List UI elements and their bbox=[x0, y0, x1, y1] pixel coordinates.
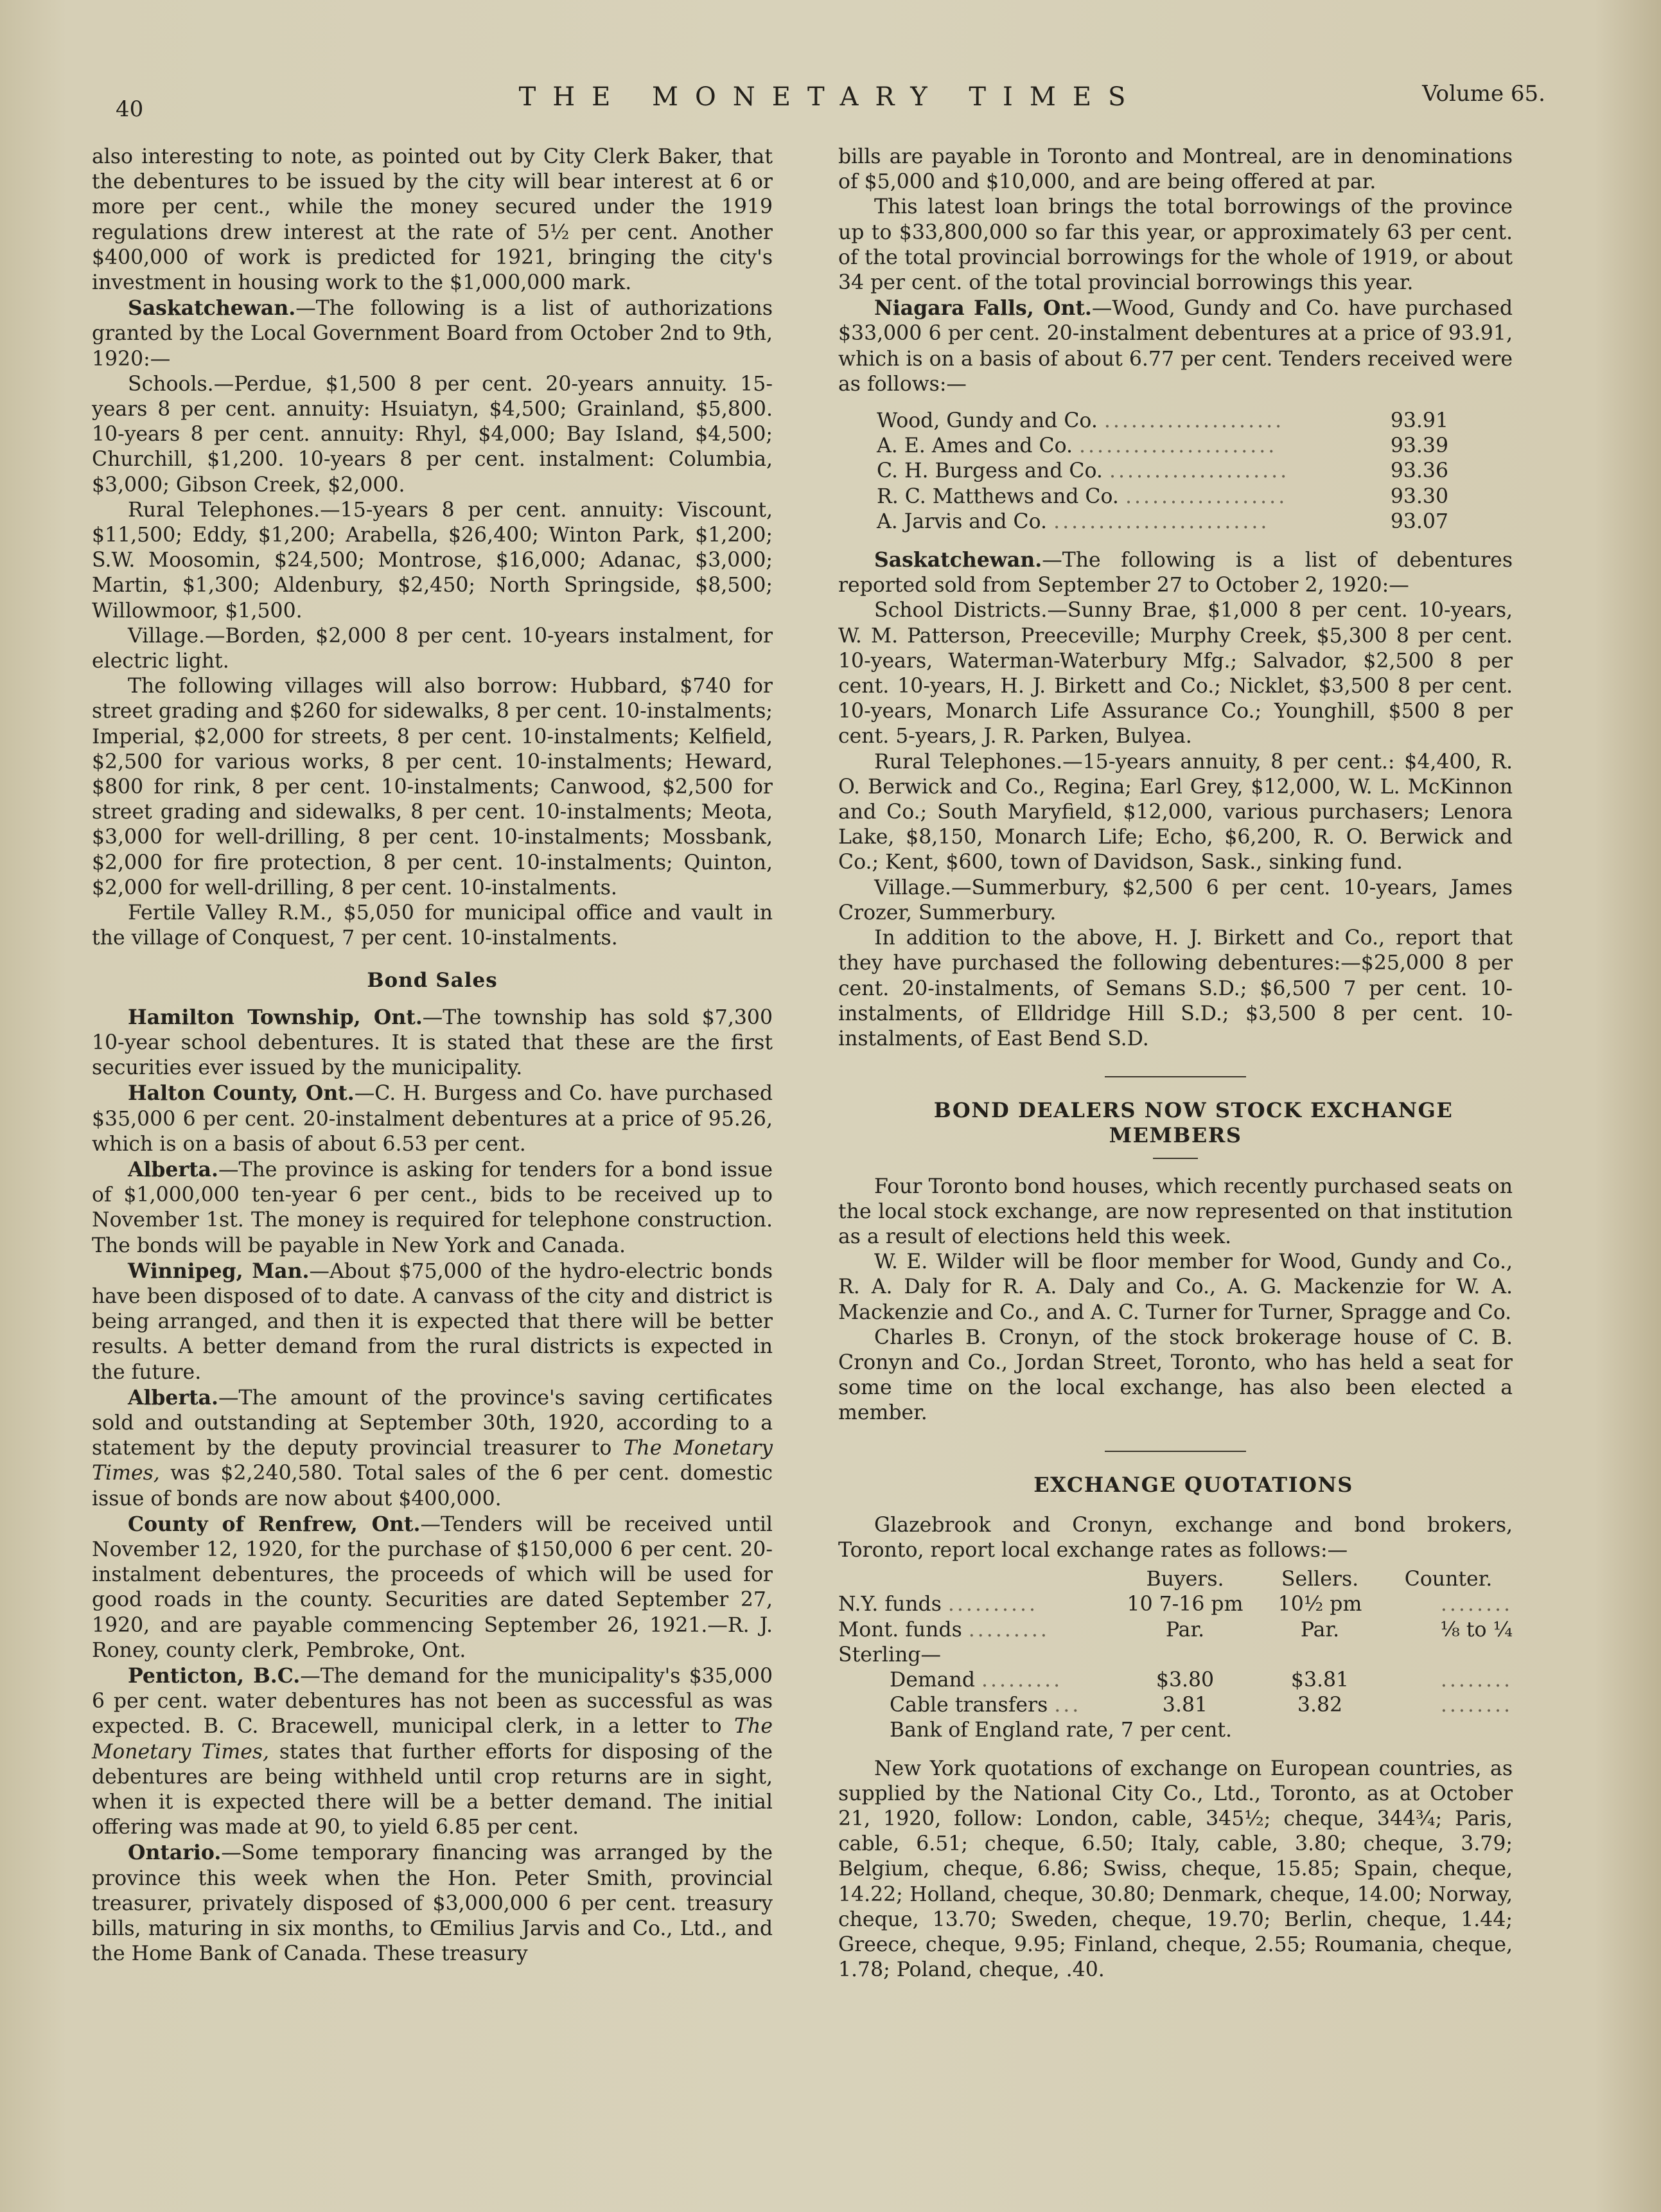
sellers-value: 3.82 bbox=[1297, 1694, 1343, 1717]
article-paragraph bbox=[92, 1157, 773, 1259]
buyers-value: 10 7-16 pm bbox=[1127, 1593, 1244, 1616]
row-label: Sterling— bbox=[838, 1643, 942, 1667]
article-paragraph bbox=[92, 1663, 773, 1840]
tender-name: R. C. Matthews and Co. bbox=[877, 484, 1119, 508]
tender-name: C. H. Burgess and Co. bbox=[877, 459, 1103, 483]
item-lead: Alberta. bbox=[128, 1385, 218, 1410]
article-paragraph bbox=[92, 1840, 773, 1967]
buyers-value: Par. bbox=[1165, 1618, 1205, 1641]
table-row bbox=[838, 1643, 1513, 1668]
article-paragraph bbox=[92, 1081, 773, 1157]
item-lead: Penticton, B.C. bbox=[128, 1663, 301, 1688]
article-paragraph: Village.—Summerbury, $2,500 6 per cent. 10-years, James Crozer, Summerbury. bbox=[838, 876, 1513, 925]
article-paragraph: Schools.—Perdue, $1,500 8 per cent. 20-years annuity. 15-years 8 per cent. annuity: Hsuiatyn, $4,500; Grainland, $5,800. 10-years 8 per cent. annuity: Rhyl, $4,000; Bay Island, $4,500; Churchill, $1,200. 10-years 8 per cent. instalment: Columbia, $3,000; Gibson Creek, $2,000. bbox=[92, 372, 773, 497]
article-paragraph: bills are payable in Toronto and Montreal, are in denominations of $5,000 and $10,000, and are being offered at par. bbox=[838, 145, 1513, 194]
counter-value: ........ bbox=[1440, 1668, 1513, 1692]
item-text: —The following is a list of authorizations granted by the Local Government Board from October 2nd to 9th, 1920:— bbox=[92, 297, 773, 371]
article-paragraph bbox=[92, 1512, 773, 1663]
article-paragraph bbox=[92, 1005, 773, 1081]
article-paragraph bbox=[838, 296, 1513, 397]
tender-price: 93.36 bbox=[1390, 459, 1448, 483]
leader-dots: .................... bbox=[1103, 409, 1285, 433]
table-row bbox=[877, 509, 1448, 535]
tender-price: 93.30 bbox=[1390, 484, 1448, 508]
item-text: —The township has sold $7,300 10-year school debentures. It is stated that these are the first securities ever issued by the municipality. bbox=[92, 1005, 773, 1080]
buyers-value: 3.81 bbox=[1162, 1694, 1208, 1717]
page-number: 40 bbox=[116, 96, 144, 122]
leader-dots: ......... bbox=[968, 1618, 1050, 1641]
article-paragraph bbox=[92, 296, 773, 372]
column-header: Sellers. bbox=[1281, 1568, 1359, 1591]
leader-dots: ... bbox=[1054, 1694, 1082, 1717]
leader-dots: .................. bbox=[1125, 484, 1288, 508]
section-heading: Bond Sales bbox=[367, 968, 498, 992]
leader-dots: ......... bbox=[981, 1668, 1063, 1692]
article-paragraph: Four Toronto bond houses, which recently purchased seats on the local stock exchange, are now represented on that institution as a result of elections held this week. bbox=[838, 1174, 1513, 1248]
item-lead: County of Renfrew, Ont. bbox=[128, 1512, 421, 1536]
article-paragraph bbox=[838, 547, 1513, 598]
row-label: Mont. funds bbox=[838, 1618, 962, 1641]
article-paragraph: Fertile Valley R.M., $5,050 for municipal office and vault in the village of Conquest, 7 per cent. 10-instalments. bbox=[92, 901, 773, 950]
tender-price: 93.91 bbox=[1390, 409, 1448, 433]
article-paragraph: Rural Telephones.—15-years annuity, 8 per cent.: $4,400, R. O. Berwick and Co., Regina; Earl Grey, $12,000, W. L. McKinnon and Co.; South Maryfield, $12,000, various purchasers; Lenora Lake, $8,150, Monarch Life; Echo, $6,200, R. O. Berwick and Co.; Kent, $600, town of Davidson, Sask., sinking fund. bbox=[838, 750, 1513, 874]
item-lead: Ontario. bbox=[128, 1841, 222, 1865]
article-paragraph: The following villages will also borrow: Hubbard, $740 for street grading and $260 for sidewalks, 8 per cent. 10-instalments; Imperial, $2,000 for streets, 8 per cent. 10-instalments; Kelfield, $2,500 for various works, 8 per cent. 10-instalments; Heward, $800 for rink, 8 per cent. 10-instalments; Canwood, $2,500 for street grading and sidewalks, 8 per cent. 10-instalments; Meota, $3,000 for well-drilling, 8 per cent. 10-instalments; Mossbank, $2,000 for fire protection, 8 per cent. 10-instalments; Quinton, $2,000 for well-drilling, 8 per cent. 10-instalments. bbox=[92, 675, 773, 899]
sellers-value: 10½ pm bbox=[1278, 1593, 1362, 1616]
article-paragraph: This latest loan brings the total borrowings of the province up to $33,800,000 so far this year, or approximately 63 per cent. of the total provincial borrowings for the whole of 1919, or about 34 per cent. of the total provincial borrowings this year. bbox=[838, 195, 1513, 295]
item-text: states that further efforts for disposing of the debentures are being withheld until crop returns are in sight, when it is expected there will be a better demand. The initial offering was made at 90, to yield 6.85 per cent. bbox=[92, 1740, 773, 1839]
column-header: Buyers. bbox=[1146, 1568, 1224, 1591]
publication-name: The Monetary Times, bbox=[92, 1437, 773, 1485]
table-row bbox=[877, 459, 1448, 484]
row-label: Demand bbox=[890, 1668, 975, 1692]
counter-value: ⅛ to ¼ bbox=[1440, 1618, 1513, 1641]
item-text: —The province is asking for tenders for a bond issue of $1,000,000 ten-year 6 per cent., bids to be received up to November 1st. The money is required for telephone construction. The bonds will be payable in New York and Canada. bbox=[92, 1158, 773, 1257]
counter-value: ........ bbox=[1440, 1694, 1513, 1717]
row-label: Cable transfers bbox=[890, 1694, 1048, 1717]
table-row bbox=[838, 1693, 1513, 1718]
section-divider bbox=[1105, 1451, 1246, 1452]
item-lead: Winnipeg, Man. bbox=[128, 1259, 310, 1283]
article-paragraph: In addition to the above, H. J. Birkett and Co., report that they have purchased the following debentures:—$25,000 8 per cent. 20-instalments, of Semans S.D.; $6,500 7 per cent. 10-instalments, of Elldridge Hill S.D.; $3,500 8 per cent. 10-instalments, of East Bend S.D. bbox=[838, 926, 1513, 1050]
item-text: was $2,240,580. Total sales of the 6 per cent. domestic issue of bonds are now about $400,000. bbox=[92, 1462, 773, 1510]
publication-title: THE MONETARY TIMES bbox=[518, 82, 1143, 112]
leader-dots: ...................... bbox=[1079, 434, 1278, 458]
item-lead: Hamilton Township, Ont. bbox=[128, 1005, 423, 1029]
item-text: —About $75,000 of the hydro-electric bonds have been disposed of to date. A canvass of the city and district is being arranged, and then it is expected that there will be better results. A better demand from the rural districts is expected in the future. bbox=[92, 1259, 773, 1384]
article-paragraph bbox=[92, 1259, 773, 1385]
publication-name: The Monetary Times, bbox=[92, 1715, 773, 1764]
item-text: —Some temporary financing was arranged by the province this week when the Hon. Peter Smith, provincial treasurer, privately disposed of $3,000,000 6 per cent. treasury bills, maturing in six months, to Œmilius Jarvis and Co., Ltd., and the Home Bank of Canada. These treasury bbox=[92, 1841, 773, 1966]
item-lead: Niagara Falls, Ont. bbox=[874, 296, 1092, 321]
tender-price: 93.07 bbox=[1390, 509, 1448, 533]
article-paragraph: School Districts.—Sunny Brae, $1,000 8 per cent. 10-years, W. M. Patterson, Preeceville; Murphy Creek, $5,300 8 per cent. 10-years, Waterman-Waterbury Mfg.; Salvador, $2,500 8 per cent. 10-years, H. J. Birkett and Co.; Nicklet, $3,500 8 per cent. 10-years, Monarch Life Assurance Co.; Younghill, $500 8 per cent. 5-years, J. R. Parken, Bulyea. bbox=[838, 599, 1513, 748]
article-paragraph: Rural Telephones.—15-years 8 per cent. annuity: Viscount, $11,500; Eddy, $1,200; Arabella, $26,400; Winton Park, $1,200; S.W. Moosomin, $24,500; Montrose, $16,000; Adanac, $3,000; Martin, $1,300; Aldenbury, $2,450; North Springside, $8,500; Willowmoor, $1,500. bbox=[92, 498, 773, 623]
item-text: —Tenders will be received until November 12, 1920, for the purchase of $150,000 6 per cent. 20-instalment debentures, the proceeds of which will be used for good roads in the county. Securities are dated September 27, 1920, and are payable commencing September 26, 1921.—R. J. Roney, county clerk, Pembroke, Ont. bbox=[92, 1512, 773, 1662]
article-paragraph: Charles B. Cronyn, of the stock brokerage house of C. B. Cronyn and Co., Jordan Street, Toronto, who has held a seat for some time on the local exchange, has also been elected a member. bbox=[838, 1325, 1513, 1425]
right-column bbox=[838, 145, 1513, 1983]
article-paragraph: W. E. Wilder will be floor member for Wood, Gundy and Co., R. A. Daly for R. A. Daly and Co., A. G. Mackenzie for W. A. Mackenzie and Co., and A. C. Turner for Turner, Spragge and Co. bbox=[838, 1250, 1513, 1324]
item-text: —The amount of the province's saving certificates sold and outstanding at September 30th, 1920, according to a statement by the deputy provincial treasurer to bbox=[92, 1386, 773, 1460]
buyers-value: $3.80 bbox=[1156, 1668, 1215, 1692]
page-header bbox=[116, 77, 1545, 128]
exchange-rates-table bbox=[838, 1567, 1513, 1743]
table-row bbox=[877, 484, 1448, 509]
volume-label: Volume 65. bbox=[1422, 81, 1545, 107]
tender-name: A. E. Ames and Co. bbox=[877, 434, 1073, 458]
item-lead: Halton County, Ont. bbox=[128, 1081, 355, 1106]
headline-rule bbox=[1153, 1158, 1198, 1159]
table-row bbox=[838, 1618, 1513, 1643]
table-header-row bbox=[838, 1567, 1513, 1592]
table-row bbox=[838, 1668, 1513, 1693]
article-paragraph: Village.—Borden, $2,000 8 per cent. 10-years instalment, for electric light. bbox=[92, 624, 773, 673]
item-text: —The demand for the municipality's $35,000 6 per cent. water debentures has not been as successful as was expected. B. C. Bracewell, municipal clerk, in a letter to bbox=[92, 1664, 773, 1739]
row-label: N.Y. funds bbox=[838, 1593, 942, 1616]
item-lead: Saskatchewan. bbox=[128, 296, 296, 321]
item-text: —The following is a list of debentures reported sold from September 27 to October 2, 1920:— bbox=[838, 549, 1513, 597]
table-row bbox=[877, 409, 1448, 434]
section-divider bbox=[1105, 1076, 1246, 1077]
counter-value: ........ bbox=[1440, 1593, 1513, 1616]
item-text: —Wood, Gundy and Co. have purchased $33,000 6 per cent. 20-instalment debentures at a price of 93.91, which is on a basis of about 6.77 per cent. Tenders received were as follows:— bbox=[838, 297, 1513, 396]
left-column bbox=[92, 145, 773, 1967]
table-row bbox=[838, 1718, 1513, 1743]
column-header: Counter. bbox=[1404, 1568, 1493, 1591]
item-lead: Alberta. bbox=[128, 1157, 218, 1181]
article-headline: EXCHANGE QUOTATIONS bbox=[1033, 1472, 1353, 1497]
article-headline: BOND DEALERS NOW STOCK EXCHANGE MEMBERS bbox=[933, 1098, 1454, 1148]
sellers-value: $3.81 bbox=[1290, 1668, 1349, 1692]
sellers-value: Par. bbox=[1300, 1618, 1340, 1641]
tender-name: A. Jarvis and Co. bbox=[877, 509, 1048, 533]
table-row bbox=[877, 434, 1448, 459]
tender-name: Wood, Gundy and Co. bbox=[877, 409, 1098, 433]
article-paragraph: also interesting to note, as pointed out by City Clerk Baker, that the debentures to be issued by the city will bear interest at 6 or more per cent., while the money secured under the 1919 regulations drew interest at the rate of 5½ per cent. Another $400,000 of work is predicted for 1921, bringing the city's investment in housing work to the $1,000,000 mark. bbox=[92, 145, 773, 295]
bank-rate-note: Bank of England rate, 7 per cent. bbox=[890, 1719, 1233, 1742]
tenders-table bbox=[877, 409, 1448, 535]
item-text: —C. H. Burgess and Co. have purchased $35,000 6 per cent. 20-instalment debentures at a price of 95.26, which is on a basis of about 6.53 per cent. bbox=[92, 1082, 773, 1156]
leader-dots: .......... bbox=[947, 1593, 1039, 1616]
table-row bbox=[838, 1592, 1513, 1617]
item-lead: Saskatchewan. bbox=[874, 548, 1042, 572]
tender-price: 93.39 bbox=[1390, 434, 1448, 458]
leader-dots: .................... bbox=[1109, 459, 1290, 483]
article-paragraph: New York quotations of exchange on European countries, as supplied by the National City Co., Ltd., Toronto, as at October 21, 1920, follow: London, cable, 345½; cheque, 344¾; Paris, cable, 6.51; cheque, 6.50; Italy, cable, 3.80; cheque, 3.79; Belgium, cheque, 6.86; Swiss, cheque, 15.85; Spain, cheque, 14.22; Holland, cheque, 30.80; Denmark, cheque, 14.00; Norway, cheque, 13.70; Sweden, cheque, 19.70; Berlin, cheque, 1.44; Greece, cheque, 9.95; Finland, cheque, 2.55; Roumania, cheque, 1.78; Poland, cheque, .40. bbox=[838, 1756, 1513, 1982]
article-paragraph: Glazebrook and Cronyn, exchange and bond brokers, Toronto, report local exchange rates as follows:— bbox=[838, 1513, 1513, 1562]
article-paragraph bbox=[92, 1385, 773, 1512]
leader-dots: ........................ bbox=[1053, 509, 1270, 533]
